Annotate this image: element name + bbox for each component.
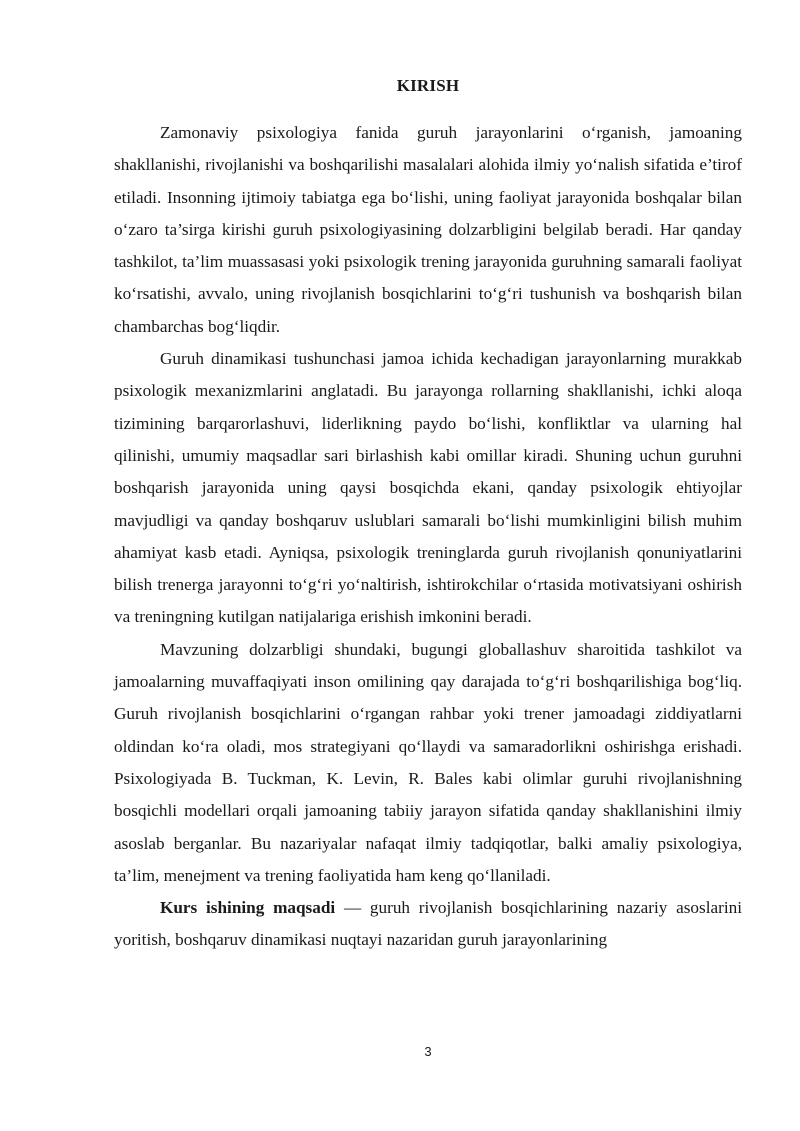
course-goal-text: — guruh rivojlanish bosqichlarining nazariy asoslarini yoritish, boshqaruv dinamikasi nuqtayi nazaridan guruh jarayonlarining bbox=[114, 898, 742, 950]
course-goal-label: Kurs ishining maqsadi bbox=[160, 898, 336, 918]
page-title: KIRISH bbox=[396, 76, 460, 95]
paragraph-intro: Zamonaviy psixologiya fanida guruh jarayonlarini o‘rganish, jamoaning shakllanishi, rivojlanishi va boshqarilishi masalalari alohida ilmiy yo‘nalish sifatida e’tirof etiladi. Insonning ijtimoiy tabiatga ega bo‘lishi, uning faoliyat jarayonida boshqalar bilan o‘zaro ta’sirga kirishi guruh psixologiyasining dolzarbligini belgilab beradi. Har qanday tashkilot, ta’lim muassasasi yoki psixologik trening jarayonida guruhning samarali faoliyat ko‘rsatishi, avvalo, uning rivojlanish bosqichlarini to‘g‘ri tushunish va boshqarish bilan chambarchas bog‘liqdir. bbox=[114, 123, 742, 336]
paragraph-group-dynamics: Guruh dinamikasi tushunchasi jamoa ichida kechadigan jarayonlarning murakkab psixologik mexanizmlarini anglatadi. Bu jarayonga rollarning shakllanishi, ichki aloqa tizimining barqarorlashuvi, liderlikning paydo bo‘lishi, konfliktlar va ularning hal qilinishi, umumiy maqsadlar sari birlashish kabi omillar kiradi. Shuning uchun guruhni boshqarish jarayonida uning qaysi bosqichda ekani, qanday psixologik ehtiyojlar mavjudligi va qanday boshqaruv uslublari samarali bo‘lishi mumkinligini bilish muhim ahamiyat kasb etadi. Ayniqsa, psixologik treninglarda guruh rivojlanish qonuniyatlarini bilish trenerga jarayonni to‘g‘ri yo‘naltirish, ishtirokchilar o‘rtasida motivatsiyani oshirish va treningning kutilgan natijalariga erishish imkonini beradi. bbox=[114, 349, 742, 627]
page-number: 3 bbox=[424, 1044, 432, 1059]
paragraph-relevance: Mavzuning dolzarbligi shundaki, bugungi globallashuv sharoitida tashkilot va jamoalarning muvaffaqiyati inson omilining qay darajada to‘g‘ri boshqarilishiga bog‘liq. Guruh rivojlanish bosqichlarini o‘rgangan rahbar yoki trener jamoadagi ziddiyatlarni oldindan ko‘ra oladi, mos strategiyani qo‘llaydi va samaradorlikni oshirishga erishadi. Psixologiyada B. Tuckman, K. Levin, R. Bales kabi olimlar guruhi rivojlanishning bosqichli modellari orqali jamoaning tabiiy jarayon sifatida qanday shakllanishini ilmiy asoslab berganlar. Bu nazariyalar nafaqat ilmiy tadqiqotlar, balki amaliy psixologiya, ta’lim, menejment va trening faoliyatida ham keng qo‘llaniladi. bbox=[114, 639, 742, 885]
paragraph-course-goal bbox=[114, 892, 742, 957]
document-body bbox=[114, 117, 742, 957]
